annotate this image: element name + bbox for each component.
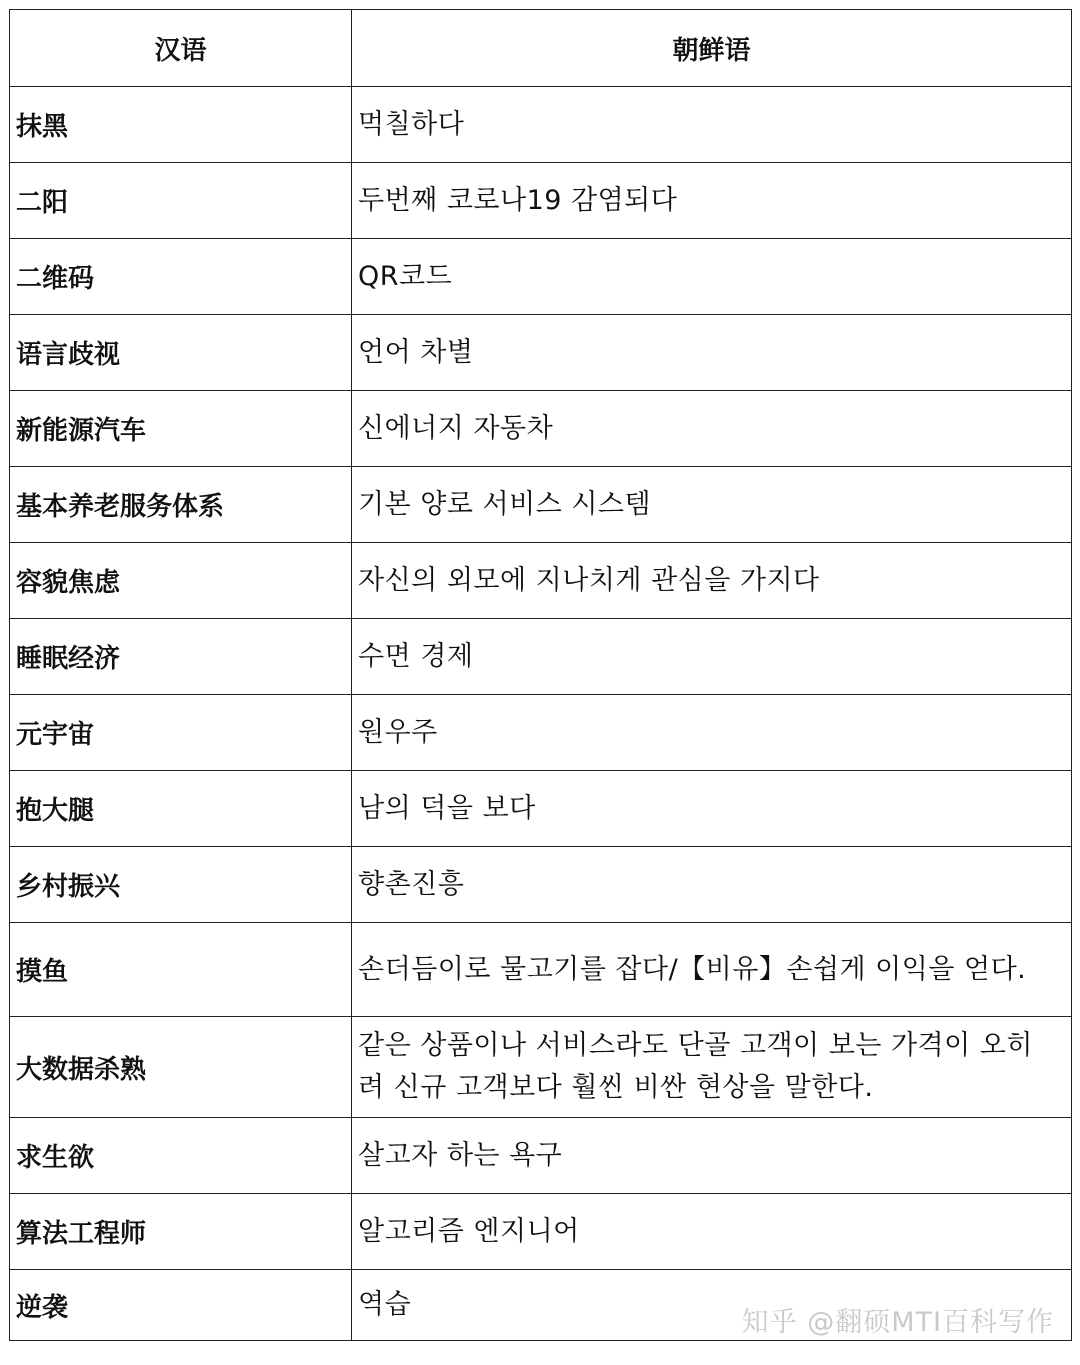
korean-translation: 남의 덕을 보다 <box>352 771 1072 847</box>
korean-translation: 수면 경제 <box>352 619 1072 695</box>
table-row <box>10 923 1072 1017</box>
korean-translation: 원우주 <box>352 695 1072 771</box>
watermark: 知乎 @翻硕MTI百科写作 <box>741 1307 1054 1338</box>
table-row <box>10 771 1072 847</box>
chinese-term: 摸鱼 <box>10 923 352 1017</box>
table-row <box>10 619 1072 695</box>
glossary-table <box>9 9 1072 1341</box>
chinese-term: 元宇宙 <box>10 695 352 771</box>
chinese-term: 求生欲 <box>10 1118 352 1194</box>
table-row <box>10 467 1072 543</box>
korean-translation: 먹칠하다 <box>352 87 1072 163</box>
chinese-term: 新能源汽车 <box>10 391 352 467</box>
chinese-term: 乡村振兴 <box>10 847 352 923</box>
chinese-term: 基本养老服务体系 <box>10 467 352 543</box>
chinese-term: 抹黑 <box>10 87 352 163</box>
header-korean: 朝鲜语 <box>352 10 1072 87</box>
korean-translation: 같은 상품이나 서비스라도 단골 고객이 보는 가격이 오히려 신규 고객보다 훨씬 비싼 현상을 말한다. <box>352 1017 1072 1118</box>
chinese-term: 大数据杀熟 <box>10 1017 352 1118</box>
korean-translation: 기본 양로 서비스 시스템 <box>352 467 1072 543</box>
korean-translation: 알고리즘 엔지니어 <box>352 1194 1072 1270</box>
korean-translation: 역습 <box>352 1270 1072 1341</box>
table-row <box>10 391 1072 467</box>
chinese-term: 逆袭 <box>10 1270 352 1341</box>
chinese-term: 抱大腿 <box>10 771 352 847</box>
chinese-term: 二阳 <box>10 163 352 239</box>
korean-translation: 신에너지 자동차 <box>352 391 1072 467</box>
table-header-row <box>10 10 1072 87</box>
table-row <box>10 1194 1072 1270</box>
korean-translation: 살고자 하는 욕구 <box>352 1118 1072 1194</box>
header-chinese: 汉语 <box>10 10 352 87</box>
korean-translation: 두번째 코로나19 감염되다 <box>352 163 1072 239</box>
table-row <box>10 315 1072 391</box>
table-row <box>10 695 1072 771</box>
korean-translation: 자신의 외모에 지나치게 관심을 가지다 <box>352 543 1072 619</box>
chinese-term: 睡眠经济 <box>10 619 352 695</box>
table-row <box>10 239 1072 315</box>
table-row <box>10 163 1072 239</box>
korean-translation: 손더듬이로 물고기를 잡다/【비유】손쉽게 이익을 얻다. <box>352 923 1072 1017</box>
table-row <box>10 543 1072 619</box>
table-row <box>10 847 1072 923</box>
chinese-term: 二维码 <box>10 239 352 315</box>
korean-translation: 언어 차별 <box>352 315 1072 391</box>
chinese-term: 容貌焦虑 <box>10 543 352 619</box>
korean-translation: 향촌진흥 <box>352 847 1072 923</box>
table-row <box>10 1118 1072 1194</box>
chinese-term: 算法工程师 <box>10 1194 352 1270</box>
table-row <box>10 87 1072 163</box>
korean-translation: QR코드 <box>352 239 1072 315</box>
chinese-term: 语言歧视 <box>10 315 352 391</box>
table-row <box>10 1017 1072 1118</box>
